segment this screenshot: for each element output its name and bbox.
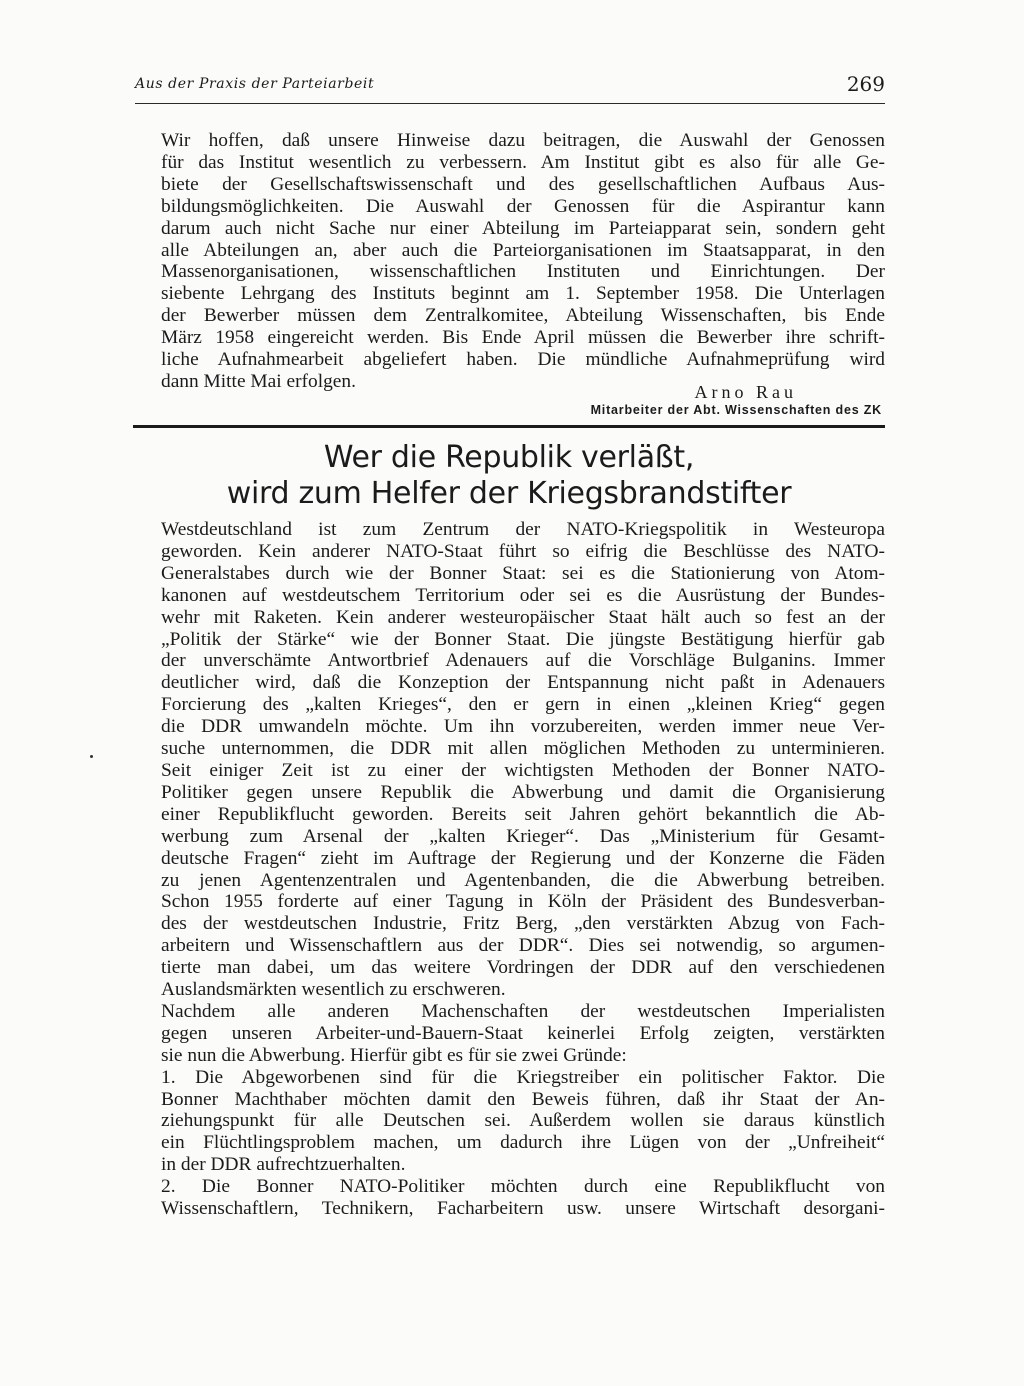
text-line: Schon 1955 forderte auf einer Tagung in Köln der Präsident des Bundesverban-	[161, 891, 885, 913]
text-line: Politiker gegen unsere Republik die Abwerbung und damit die Organisierung	[161, 781, 885, 803]
text-line: zu jenen Agentenzentralen und Agentenbanden, die die Abwerbung betreiben.	[161, 869, 885, 891]
page-number: 269	[846, 72, 885, 96]
text-line: Forcierung des „kalten Krieges“, den er gern in einen „kleinen Krieg“ gegen	[161, 694, 885, 716]
text-line: März 1958 eingereicht werden. Bis Ende April müssen die Bewerber ihre schrift-	[161, 327, 885, 349]
text-line: Auslandsmärkten wesentlich zu erschweren.	[161, 979, 506, 1001]
text-line: deutlicher wird, daß die Konzeption der Entspannung nicht paßt in Adenauers	[161, 672, 885, 694]
article-body	[133, 519, 885, 1220]
text-line: für das Institut wesentlich zu verbessern. Am Institut gibt es also für alle Ge-	[161, 151, 885, 173]
article-paragraph	[133, 1176, 885, 1220]
text-line: kanonen auf westdeutschem Territorium oder sei es die Ausrüstung der Bundes-	[161, 584, 885, 606]
running-header-title: Aus der Praxis der Parteiarbeit	[135, 76, 375, 92]
text-line: tierte man dabei, um das weitere Vordringen der DDR auf den verschiedenen	[161, 957, 885, 979]
text-line: liche Aufnahmearbeit abgeliefert haben. Die mündliche Aufnahmeprüfung wird	[161, 349, 885, 371]
text-line: Bonner Machthaber möchten damit den Beweis führen, daß ihr Staat der An-	[161, 1088, 885, 1110]
text-line: der Bewerber müssen dem Zentralkomitee, Abteilung Wissenschaften, bis Ende	[161, 305, 885, 327]
author-role: Mitarbeiter der Abt. Wissenschaften des ZK	[590, 403, 882, 417]
previous-article-paragraph	[133, 130, 885, 393]
text-line: wehr mit Raketen. Kein anderer westeuropäischer Staat hält auch so fest an der	[161, 606, 885, 628]
article-paragraph	[133, 1067, 885, 1177]
article-paragraph	[133, 519, 885, 760]
text-line: Massenorganisationen, wissenschaftlichen Instituten und Einrichtungen. Der	[161, 261, 885, 283]
article-paragraph	[133, 760, 885, 1001]
text-line: Nachdem alle anderen Machenschaften der westdeutschen Imperialisten	[161, 1000, 885, 1022]
article-title-line: Wer die Republik verläßt,	[323, 440, 695, 475]
text-line: alle Abteilungen an, aber auch die Parteiorganisationen im Staatsapparat, in den	[161, 239, 885, 261]
text-line: die DDR umwandeln möchte. Um ihn vorzubereiten, werden immer neue Ver-	[161, 716, 885, 738]
text-line: gegen unseren Arbeiter-und-Bauern-Staat keinerlei Erfolg zeigten, verstärkten	[161, 1022, 885, 1044]
text-line: bildungsmöglichkeiten. Die Auswahl der Genossen für die Aspirantur kann	[161, 195, 885, 217]
article-paragraph	[133, 1001, 885, 1067]
previous-article-body	[133, 130, 885, 393]
text-line: 2. Die Bonner NATO-Politiker möchten durch eine Republikflucht von	[161, 1176, 885, 1198]
article-title-line: wird zum Helfer der Kriegsbrandstifter	[226, 476, 792, 511]
section-divider	[133, 425, 885, 428]
running-header	[135, 72, 885, 102]
text-line: Westdeutschland ist zum Zentrum der NATO-Kriegspolitik in Westeuropa	[161, 519, 885, 540]
text-line: des der westdeutschen Industrie, Fritz Berg, „den verstärkten Abzug von Fach-	[161, 913, 885, 935]
text-line: Wir hoffen, daß unsere Hinweise dazu beitragen, die Auswahl der Genossen	[161, 130, 885, 151]
author-name: Arno Rau	[694, 382, 797, 402]
text-line: Wissenschaftlern, Technikern, Facharbeitern usw. unsere Wirtschaft desorgani-	[161, 1198, 885, 1220]
header-rule	[135, 103, 885, 104]
text-line: einer Republikflucht geworden. Bereits seit Jahren gehört bekanntlich die Ab-	[161, 803, 885, 825]
text-line: werbung zum Arsenal der „kalten Krieger“. Das „Ministerium für Gesamt-	[161, 825, 885, 847]
text-line: ziehungspunkt für alle Deutschen sei. Außerdem wollen sie daraus künstlich	[161, 1110, 885, 1132]
article-title	[133, 440, 885, 512]
print-speck	[90, 755, 93, 758]
text-line: arbeitern und Wissenschaftlern aus der DDR“. Dies sei notwendig, so argumen-	[161, 935, 885, 957]
text-line: darum auch nicht Sache nur einer Abteilung im Parteiapparat sein, sondern geht	[161, 217, 885, 239]
text-line: Generalstabes durch wie der Bonner Staat: sei es die Stationierung von Atom-	[161, 562, 885, 584]
text-line: siebente Lehrgang des Instituts beginnt am 1. September 1958. Die Unterlagen	[161, 283, 885, 305]
text-line: in der DDR aufrechtzuerhalten.	[161, 1154, 406, 1176]
text-line: ein Flüchtlingsproblem machen, um dadurch ihre Lügen von der „Unfreiheit“	[161, 1132, 885, 1154]
text-line: 1. Die Abgeworbenen sind für die Kriegstreiber ein politischer Faktor. Die	[161, 1066, 885, 1088]
text-line: biete der Gesellschaftswissenschaft und des gesellschaftlichen Aufbaus Aus-	[161, 173, 885, 195]
text-line: der unverschämte Antwortbrief Adenauers auf die Vorschläge Bulganins. Immer	[161, 650, 885, 672]
text-line: deutsche Fragen“ zieht im Auftrage der Regierung und der Konzerne die Fäden	[161, 847, 885, 869]
text-line: sie nun die Abwerbung. Hierfür gibt es für sie zwei Gründe:	[161, 1044, 627, 1066]
text-line: Seit einiger Zeit ist zu einer der wichtigsten Methoden der Bonner NATO-	[161, 759, 885, 781]
text-line: „Politik der Stärke“ wie der Bonner Staat. Die jüngste Bestätigung hierfür gab	[161, 628, 885, 650]
text-line: geworden. Kein anderer NATO-Staat führt so eifrig die Beschlüsse des NATO-	[161, 540, 885, 562]
text-line: dann Mitte Mai erfolgen.	[161, 370, 356, 392]
text-line: suche unternommen, die DDR mit allen möglichen Methoden zu unterminieren.	[161, 738, 885, 760]
